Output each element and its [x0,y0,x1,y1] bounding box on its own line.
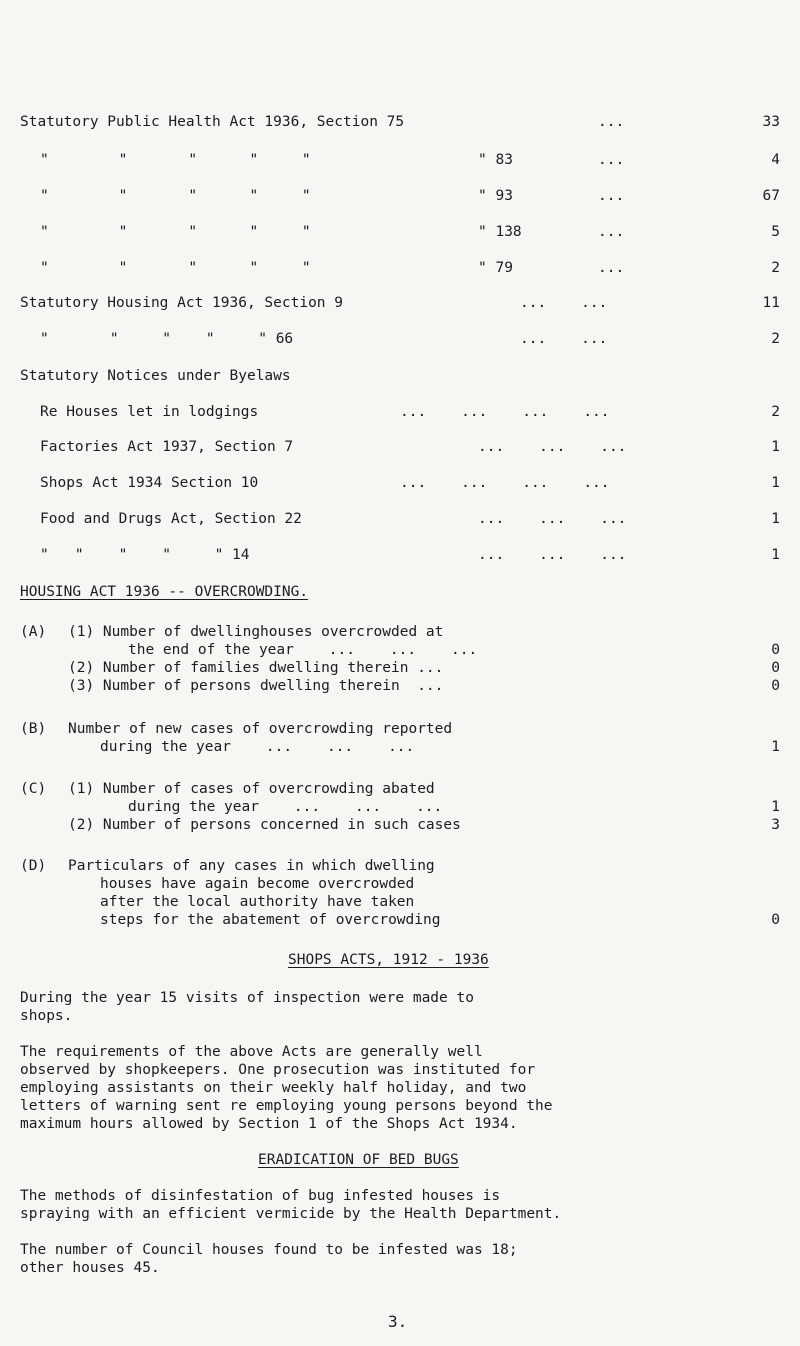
byelaw-value: 1 [771,439,780,455]
item-letter: (B) [20,721,47,737]
notice-dots: ... [598,224,625,240]
item-value: 3 [771,817,780,833]
overcrowding-heading: HOUSING ACT 1936 -- OVERCROWDING. [20,584,309,600]
notice-dots: ... ... [520,295,608,311]
paragraph-line: The methods of disinfestation of bug infested houses is [20,1188,501,1204]
shops-heading: SHOPS ACTS, 1912 - 1936 [288,952,489,968]
notice-dots: ... [598,114,625,130]
notice-section: " 138 [478,224,522,240]
item-letter: (D) [20,858,47,874]
ditto-marks: " " " " " [40,224,311,240]
notice-value: 67 [762,188,780,204]
item-text: houses have again become overcrowded [100,876,415,892]
byelaw-dots: ... ... ... [478,547,627,563]
paragraph-line: During the year 15 visits of inspection were made to [20,990,474,1006]
notice-dots: ... [598,188,625,204]
byelaws-heading: Statutory Notices under Byelaws [20,368,291,384]
notice-value: 2 [771,260,780,276]
item-text: the end of the year ... ... ... [128,642,478,658]
byelaw-label: Factories Act 1937, Section 7 [40,439,294,455]
ditto-marks: " " " " " [40,188,311,204]
byelaw-value: 1 [771,547,780,563]
paragraph-line: maximum hours allowed by Section 1 of the Shops Act 1934. [20,1116,518,1132]
notice-section: " 93 [478,188,513,204]
byelaw-value: 1 [771,511,780,527]
item-text: (2) Number of families dwelling therein ... [68,660,444,676]
paragraph-line: shops. [20,1008,73,1024]
item-text: (1) Number of cases of overcrowding abated [68,781,435,797]
item-value: 0 [771,912,780,928]
notice-value: 11 [762,295,780,311]
notice-label: Statutory Public Health Act 1936, Section 75 [20,114,405,130]
paragraph-line: employing assistants on their weekly half holiday, and two [20,1080,527,1096]
notice-value: 5 [771,224,780,240]
paragraph-line: spraying with an efficient vermicide by the Health Department. [20,1206,562,1222]
byelaw-label: Food and Drugs Act, Section 22 [40,511,302,527]
ditto-marks: " " " " " [40,152,311,168]
paragraph-line: The number of Council houses found to be infested was 18; [20,1242,518,1258]
item-letter: (C) [20,781,47,797]
item-value: 0 [771,642,780,658]
bed-bugs-heading: ERADICATION OF BED BUGS [258,1152,459,1168]
ditto-marks: " " " " " [40,260,311,276]
item-text: (1) Number of dwellinghouses overcrowded at [68,624,444,640]
paragraph-line: observed by shopkeepers. One prosecution was instituted for [20,1062,536,1078]
notice-section: " 79 [478,260,513,276]
byelaw-value: 1 [771,475,780,491]
ditto-marks: " " " " " 66 [40,331,294,347]
notice-dots: ... [598,152,625,168]
page-number: 3. [388,1312,408,1331]
item-text: Particulars of any cases in which dwelling [68,858,435,874]
item-text: after the local authority have taken [100,894,415,910]
byelaw-label: Shops Act 1934 Section 10 [40,475,259,491]
item-letter: (A) [20,624,47,640]
byelaw-dots: ... ... ... [478,511,627,527]
notice-dots: ... [598,260,625,276]
item-value: 0 [771,660,780,676]
notice-value: 4 [771,152,780,168]
item-text: during the year ... ... ... [128,799,443,815]
paragraph-line: letters of warning sent re employing young persons beyond the [20,1098,553,1114]
item-text: (2) Number of persons concerned in such cases [68,817,461,833]
item-text: (3) Number of persons dwelling therein ... [68,678,444,694]
item-text: steps for the abatement of overcrowding [100,912,441,928]
item-text: Number of new cases of overcrowding reported [68,721,453,737]
item-value: 1 [771,799,780,815]
byelaw-value: 2 [771,404,780,420]
byelaw-dots: ... ... ... ... [400,404,610,420]
paragraph-line: other houses 45. [20,1260,160,1276]
item-value: 1 [771,739,780,755]
paragraph-line: The requirements of the above Acts are generally well [20,1044,483,1060]
byelaw-label: Re Houses let in lodgings [40,404,259,420]
item-value: 0 [771,678,780,694]
notice-value: 2 [771,331,780,347]
byelaw-dots: ... ... ... [478,439,627,455]
ditto-marks: " " " " " 14 [40,547,250,563]
notice-dots: ... ... [520,331,608,347]
notice-value: 33 [762,114,780,130]
notice-section: " 83 [478,152,513,168]
byelaw-dots: ... ... ... ... [400,475,610,491]
notice-label: Statutory Housing Act 1936, Section 9 [20,295,344,311]
item-text: during the year ... ... ... [100,739,415,755]
